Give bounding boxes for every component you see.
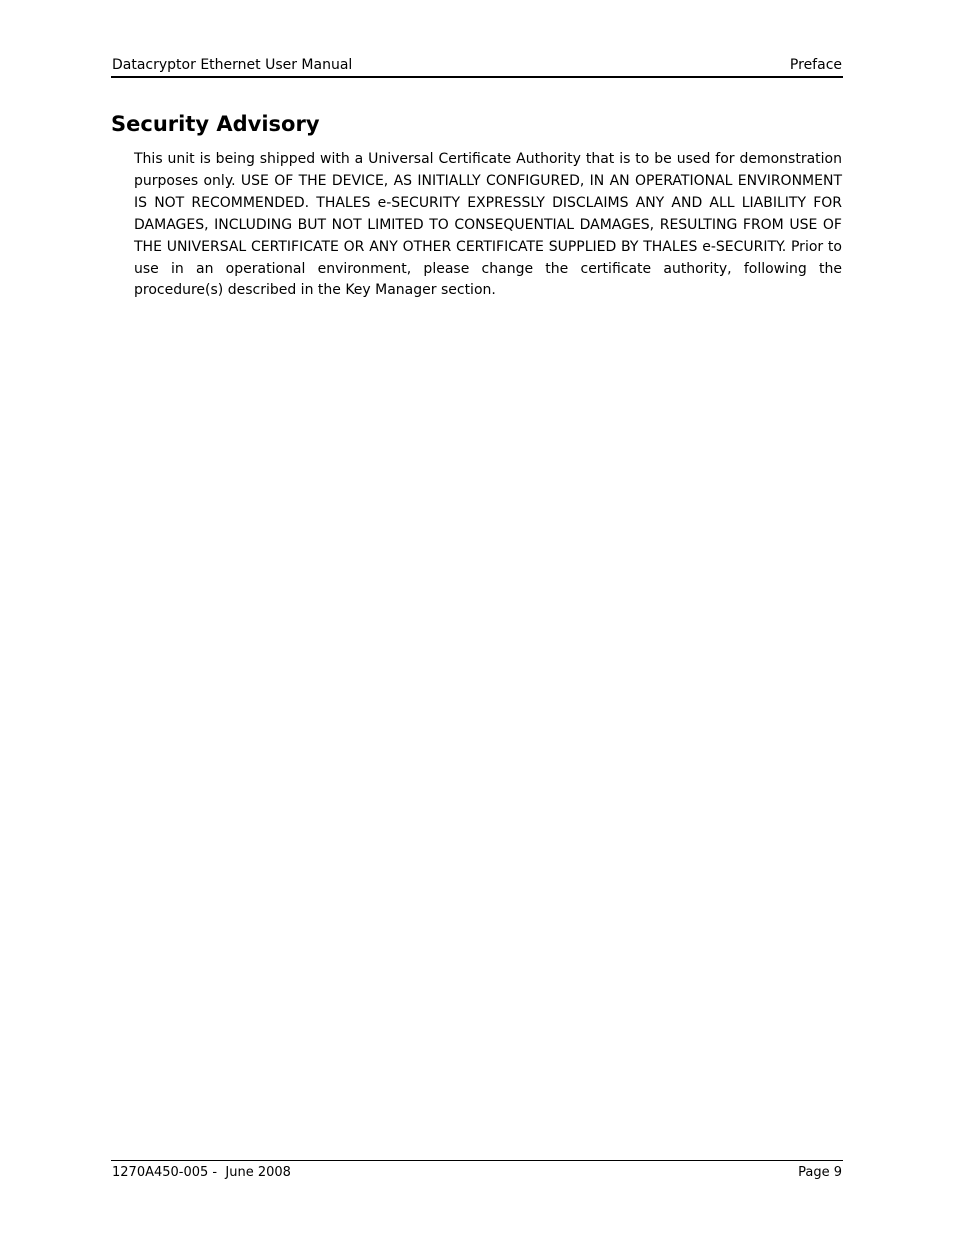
advisory-paragraph: This unit is being shipped with a Universal Certificate Authority that is to be used for demonstration purposes only. USE OF THE DEVICE, AS INITIALLY CONFIGURED, IN AN OPERATIONAL ENVIRONMENT IS NOT RECOMMENDED. THALES e-SECURITY EXPRESSLY DISCLAIMS ANY AND ALL LIABILITY FOR DAMAGES, INCLUDING BUT NOT LIMITED TO CONSEQUENTIAL DAMAGES, RESULTING FROM USE OF THE UNIVERSAL CERTIFICATE OR ANY OTHER CERTIFICATE SUPPLIED BY THALES e-SECURITY. Prior to use in an operational environment, please change the certificate authority, following the procedure(s) described in the Key Manager section.: [134, 151, 842, 299]
section-heading: Security Advisory: [111, 112, 320, 136]
footer-document-number: 1270A450-005 - June 2008: [112, 1165, 291, 1180]
page-header: [111, 55, 843, 78]
header-section-name: Preface: [789, 57, 842, 73]
header-document-title: Datacryptor Ethernet User Manual: [112, 57, 353, 73]
footer-page-number: Page 9: [798, 1165, 842, 1180]
page-footer: [111, 1160, 843, 1185]
